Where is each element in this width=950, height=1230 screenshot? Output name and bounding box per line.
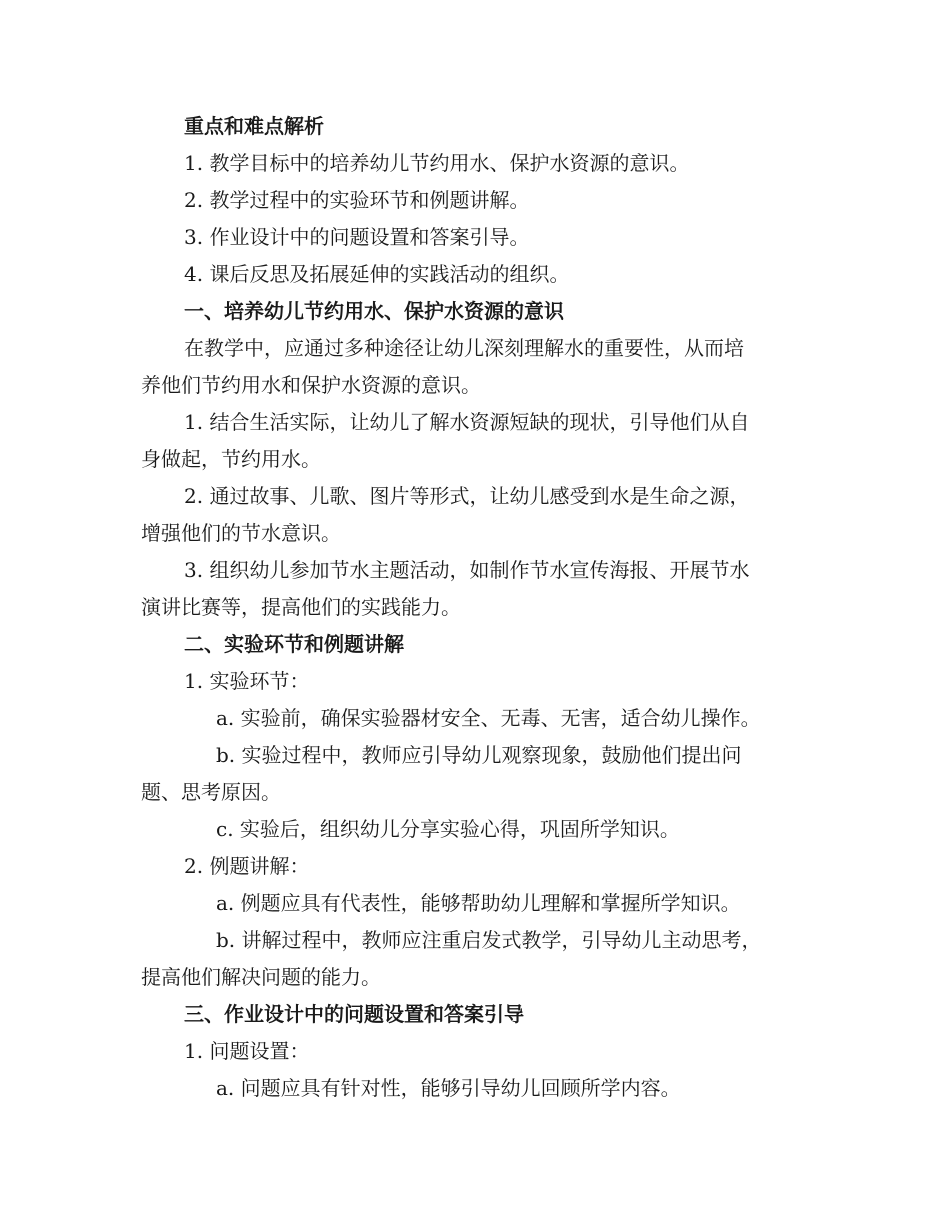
- text-line: 2. 教学过程中的实验环节和例题讲解。: [184, 188, 530, 212]
- section-heading: 三、作业设计中的问题设置和答案引导: [184, 1002, 524, 1026]
- section-heading: 重点和难点解析: [184, 114, 324, 138]
- text-line: b. 实验过程中，教师应引导幼儿观察现象，鼓励他们提出问: [216, 743, 742, 767]
- section-heading: 一、培养幼儿节约用水、保护水资源的意识: [184, 299, 564, 323]
- text-line: 演讲比赛等，提高他们的实践能力。: [141, 595, 461, 619]
- section-heading: 二、实验环节和例题讲解: [184, 632, 404, 656]
- text-line: b. 讲解过程中，教师应注重启发式教学，引导幼儿主动思考，: [216, 928, 762, 952]
- text-line: 题、思考原因。: [141, 780, 281, 804]
- text-line: 增强他们的节水意识。: [141, 521, 341, 545]
- text-line: a. 实验前，确保实验器材安全、无毒、无害，适合幼儿操作。: [216, 706, 761, 730]
- text-line: 4. 课后反思及拓展延伸的实践活动的组织。: [184, 262, 570, 286]
- text-line: 3. 作业设计中的问题设置和答案引导。: [184, 225, 530, 249]
- text-line: 在教学中，应通过多种途径让幼儿深刻理解水的重要性，从而培: [184, 336, 744, 360]
- text-line: 2. 通过故事、儿歌、图片等形式，让幼儿感受到水是生命之源，: [184, 484, 750, 508]
- text-line: a. 例题应具有代表性，能够帮助幼儿理解和掌握所学知识。: [216, 891, 741, 915]
- text-line: 1. 结合生活实际，让幼儿了解水资源短缺的现状，引导他们从自: [184, 410, 750, 434]
- text-line: 1. 实验环节：: [184, 669, 310, 693]
- text-line: 1. 教学目标中的培养幼儿节约用水、保护水资源的意识。: [184, 151, 690, 175]
- document-body: [141, 108, 809, 1107]
- text-line: 身做起，节约用水。: [141, 447, 321, 471]
- text-line: 养他们节约用水和保护水资源的意识。: [141, 373, 481, 397]
- text-line: 2. 例题讲解：: [184, 854, 310, 878]
- text-line: c. 实验后，组织幼儿分享实验心得，巩固所学知识。: [216, 817, 680, 841]
- text-line: a. 问题应具有针对性，能够引导幼儿回顾所学内容。: [216, 1076, 681, 1100]
- text-line: 1. 问题设置：: [184, 1039, 310, 1063]
- text-line: 3. 组织幼儿参加节水主题活动，如制作节水宣传海报、开展节水: [184, 558, 750, 582]
- text-line: 提高他们解决问题的能力。: [141, 965, 381, 989]
